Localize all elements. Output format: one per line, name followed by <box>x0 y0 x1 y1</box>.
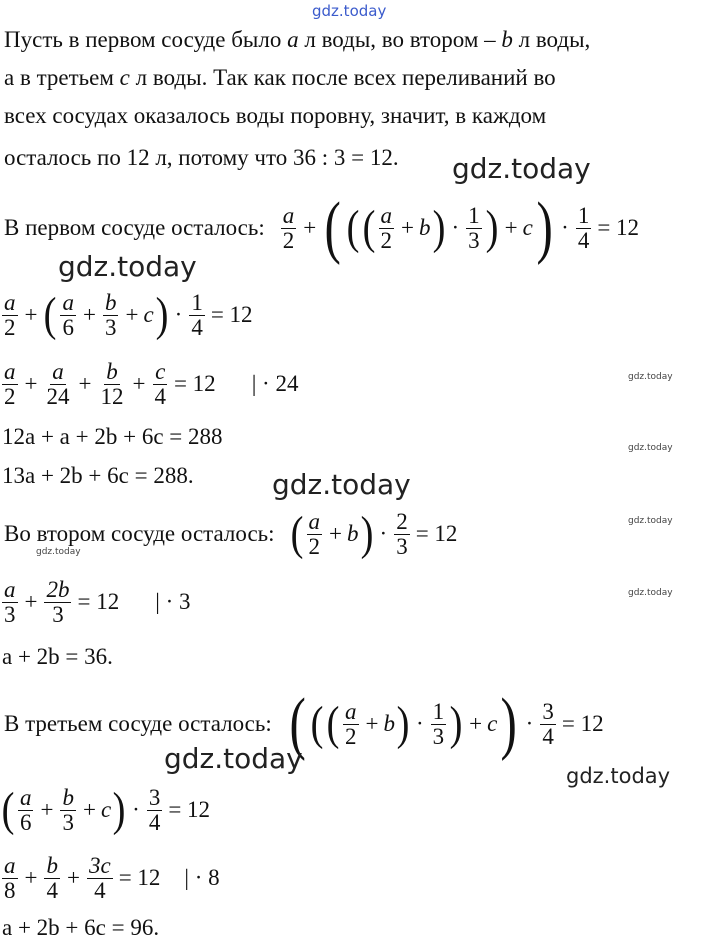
fraction <box>44 360 71 409</box>
denominator: 4 <box>191 314 203 340</box>
var-b: b <box>383 711 396 736</box>
fraction <box>431 700 447 749</box>
fraction <box>44 578 71 627</box>
third-step-3: a + 2b + 6c = 96. <box>2 915 160 940</box>
fraction <box>60 786 76 835</box>
paren: ( <box>310 697 324 750</box>
text-segment: л воды. Так как после всех переливаний во <box>135 65 556 90</box>
plus-sign: + <box>82 797 96 822</box>
first-step-4: 13a + 2b + 6c = 288. <box>2 463 194 488</box>
denominator: 3 <box>62 809 74 835</box>
numerator: 2b <box>46 576 70 602</box>
watermark: gdz.today <box>628 372 673 382</box>
fraction <box>98 360 125 409</box>
paren: ) <box>360 507 373 560</box>
var-a: a <box>287 27 299 52</box>
dot: · <box>561 215 569 240</box>
watermark: gdz.today <box>628 516 673 526</box>
paren: ( <box>44 288 57 341</box>
paren: ( <box>346 201 359 254</box>
fraction <box>87 854 113 903</box>
numerator: a <box>4 576 16 602</box>
denominator: 8 <box>4 877 16 903</box>
first-label: В первом сосуде осталось: <box>4 215 265 240</box>
plus-sign: + <box>125 302 139 327</box>
numerator: 3 <box>148 784 161 810</box>
first-step-2 <box>0 356 298 412</box>
watermark: gdz.today <box>452 152 591 185</box>
numerator: c <box>155 358 166 384</box>
result: = 12 <box>118 865 161 890</box>
numerator: 2 <box>396 508 408 534</box>
paren: ( <box>289 685 306 762</box>
third-label: В третьем сосуде осталось: <box>4 711 272 736</box>
plus-sign: + <box>24 589 38 614</box>
text-segment: Пусть в первом сосуде было <box>4 27 282 52</box>
denominator: 3 <box>4 601 16 627</box>
fraction <box>44 854 60 903</box>
fraction <box>189 291 205 340</box>
plus-sign: + <box>24 302 38 327</box>
fraction <box>18 786 34 835</box>
dot: · <box>379 521 388 546</box>
fraction <box>394 510 410 559</box>
fraction <box>2 360 18 409</box>
numerator: b <box>104 289 117 315</box>
paragraph-line-1 <box>4 26 590 54</box>
paren: ( <box>290 507 303 560</box>
denominator: 3 <box>432 723 445 749</box>
numerator: a <box>4 852 16 878</box>
numerator: 1 <box>577 202 590 228</box>
plus-sign: + <box>78 371 92 396</box>
second-step-1 <box>0 574 190 630</box>
fraction <box>2 291 18 340</box>
result: = 12 <box>597 215 640 240</box>
denominator: 3 <box>468 227 480 253</box>
var-c: c <box>143 302 154 327</box>
watermark: gdz.today <box>164 742 303 775</box>
numerator: a <box>308 508 321 534</box>
plus-sign: + <box>24 371 38 396</box>
fraction <box>103 291 119 340</box>
paren: ) <box>485 201 499 254</box>
fraction <box>307 510 323 559</box>
dot: · <box>525 711 534 736</box>
plus-sign: + <box>66 865 80 890</box>
fraction <box>379 204 395 253</box>
paren: ( <box>324 189 342 266</box>
denominator: 4 <box>542 723 554 749</box>
paragraph-line-3: всех сосудах оказалось воды поровну, значит, в каждом <box>4 103 547 128</box>
result: = 12 <box>210 302 253 327</box>
denominator: 4 <box>154 383 166 409</box>
paren: ) <box>155 288 169 341</box>
fraction <box>540 700 556 749</box>
plus-sign: + <box>303 215 317 240</box>
dot: · <box>132 797 140 822</box>
result: = 12 <box>415 521 458 546</box>
plus-sign: + <box>401 215 414 240</box>
fraction <box>2 854 18 903</box>
plus-sign: + <box>82 302 96 327</box>
var-b: b <box>347 521 359 546</box>
paragraph-line-2 <box>4 64 556 92</box>
watermark-top: gdz.today <box>312 2 387 20</box>
numerator: a <box>4 358 16 384</box>
watermark: gdz.today <box>628 588 673 598</box>
multiplier: | · 3 <box>155 589 191 614</box>
watermark: gdz.today <box>628 443 673 453</box>
fraction <box>466 204 482 253</box>
denominator: 3 <box>396 533 408 559</box>
fraction <box>60 291 76 340</box>
numerator: 1 <box>468 202 480 228</box>
watermark: gdz.today <box>36 547 81 557</box>
numerator: a <box>380 202 393 228</box>
denominator: 2 <box>345 723 357 749</box>
paren: ) <box>396 697 410 750</box>
paren: ) <box>536 189 553 266</box>
fraction <box>152 360 168 409</box>
multiplier: | · 8 <box>184 865 220 890</box>
dot: · <box>416 711 424 736</box>
second-label: Во втором сосуде осталось: <box>4 521 275 546</box>
paren: ) <box>500 685 518 762</box>
numerator: a <box>19 784 32 810</box>
fraction <box>576 204 592 253</box>
numerator: 3c <box>88 852 111 878</box>
text-segment: л воды, во втором – <box>304 27 496 52</box>
paren: ) <box>432 201 445 254</box>
plus-sign: + <box>365 711 379 736</box>
denominator: 4 <box>148 809 161 835</box>
dot: · <box>174 302 183 327</box>
paragraph-line-4: осталось по 12 л, потому что 36 : 3 = 12. <box>4 145 399 170</box>
var-b: b <box>501 27 513 52</box>
paren: ) <box>112 783 126 836</box>
first-step-3: 12a + a + 2b + 6c = 288 <box>2 424 223 449</box>
third-step-2 <box>0 850 220 906</box>
plus-sign: + <box>469 711 483 736</box>
fraction <box>2 578 18 627</box>
denominator: 2 <box>4 314 16 340</box>
paren: ( <box>1 783 15 836</box>
numerator: 1 <box>191 289 203 315</box>
numerator: a <box>62 289 74 315</box>
plus-sign: + <box>24 865 38 890</box>
fraction <box>281 204 297 253</box>
numerator: a <box>4 289 16 315</box>
numerator: b <box>106 358 118 384</box>
multiplier: | · 24 <box>251 371 299 396</box>
numerator: b <box>46 852 58 878</box>
var-c: c <box>487 711 498 736</box>
denominator: 2 <box>282 227 295 253</box>
denominator: 2 <box>4 383 16 409</box>
watermark: gdz.today <box>58 250 197 283</box>
denominator: 12 <box>100 383 124 409</box>
denominator: 4 <box>46 877 58 903</box>
plus-sign: + <box>504 215 518 240</box>
plus-sign: + <box>329 521 343 546</box>
denominator: 24 <box>46 383 70 409</box>
third-equation <box>4 684 604 764</box>
fraction <box>147 786 163 835</box>
fraction <box>343 700 359 749</box>
numerator: a <box>52 358 64 384</box>
denominator: 4 <box>94 877 106 903</box>
paren: ) <box>449 697 463 750</box>
denominator: 2 <box>308 533 321 559</box>
numerator: b <box>62 784 74 810</box>
denominator: 3 <box>52 601 64 627</box>
denominator: 4 <box>577 227 590 253</box>
watermark: gdz.today <box>566 764 671 788</box>
watermark: gdz.today <box>272 468 411 501</box>
var-c: c <box>100 797 112 822</box>
result: = 12 <box>173 371 216 396</box>
numerator: 1 <box>432 698 445 724</box>
dot: · <box>451 215 460 240</box>
paren: ( <box>362 201 375 254</box>
var-b: b <box>419 215 431 240</box>
text-segment: а в третьем <box>4 65 114 90</box>
text-segment: л воды, <box>518 27 591 52</box>
numerator: 3 <box>542 698 554 724</box>
second-step-2: a + 2b = 36. <box>2 644 113 669</box>
denominator: 6 <box>62 314 74 340</box>
paren: ( <box>326 697 340 750</box>
denominator: 2 <box>380 227 393 253</box>
denominator: 3 <box>104 314 117 340</box>
numerator: a <box>345 698 357 724</box>
denominator: 6 <box>19 809 32 835</box>
numerator: a <box>282 202 295 228</box>
plus-sign: + <box>40 797 54 822</box>
var-c: c <box>119 65 130 90</box>
third-step-1 <box>0 782 210 838</box>
result: = 12 <box>77 589 120 614</box>
result: = 12 <box>561 711 604 736</box>
var-c: c <box>522 215 533 240</box>
result: = 12 <box>168 797 211 822</box>
plus-sign: + <box>132 371 146 396</box>
first-step-1 <box>0 285 253 345</box>
